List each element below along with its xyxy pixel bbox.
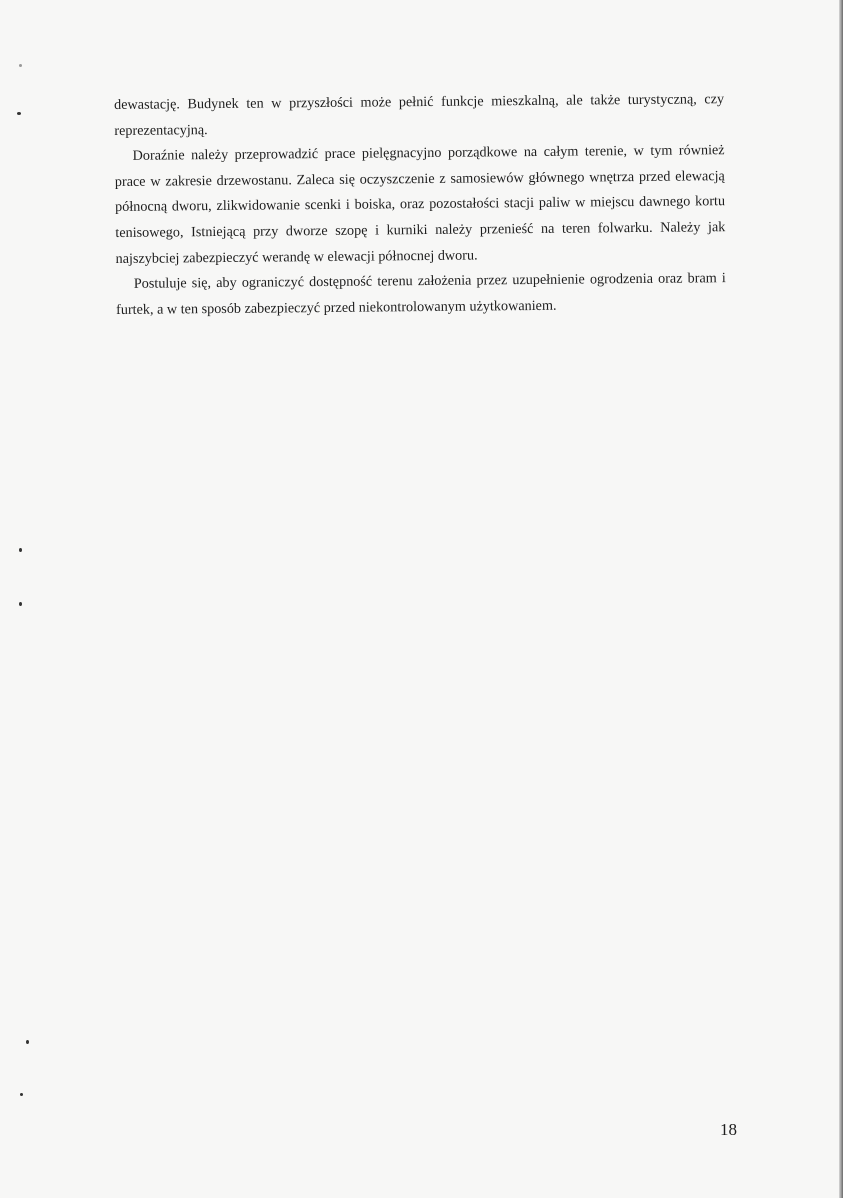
- document-body: [114, 87, 726, 323]
- scan-mark: [17, 112, 21, 115]
- paragraph-continuation: dewastację. Budynek ten w przyszłości może pełnić funkcje mieszkalną, ale także turystyczną, czy reprezentacyjną.: [114, 91, 725, 139]
- scan-mark: [20, 1093, 23, 1096]
- scan-mark: [19, 548, 22, 552]
- paragraph-maintenance: Doraźnie należy przeprowadzić prace pielęgnacyjno porządkowe na całym terenie, w tym również prace w zakresie drzewostanu. Zaleca się oczyszczenie z samosiewów głównego wnętrza przed elewacją północną dworu, zlikwidowanie scenki i boiska, oraz pozostałości stacji paliw w miejscu dawnego kortu tenisowego, Istniejącą przy dworze szopę i kurniki należy przenieść na teren folwarku. Należy jak najszybciej zabezpieczyć werandę w elewacji północnej dworu.: [114, 142, 726, 267]
- scan-edge-shadow: [839, 0, 843, 1198]
- paragraph-access-restriction: Postuluje się, aby ograniczyć dostępność terenu założenia przez uzupełnienie ogrodzenia oraz bram i furtek, a w ten sposób zabezpieczyć przed niekontrolowanym użytkowaniem.: [116, 270, 726, 318]
- page-number: 18: [720, 1120, 737, 1139]
- scan-mark: [19, 64, 22, 67]
- scan-mark: [26, 1040, 29, 1044]
- scan-mark: [19, 602, 22, 606]
